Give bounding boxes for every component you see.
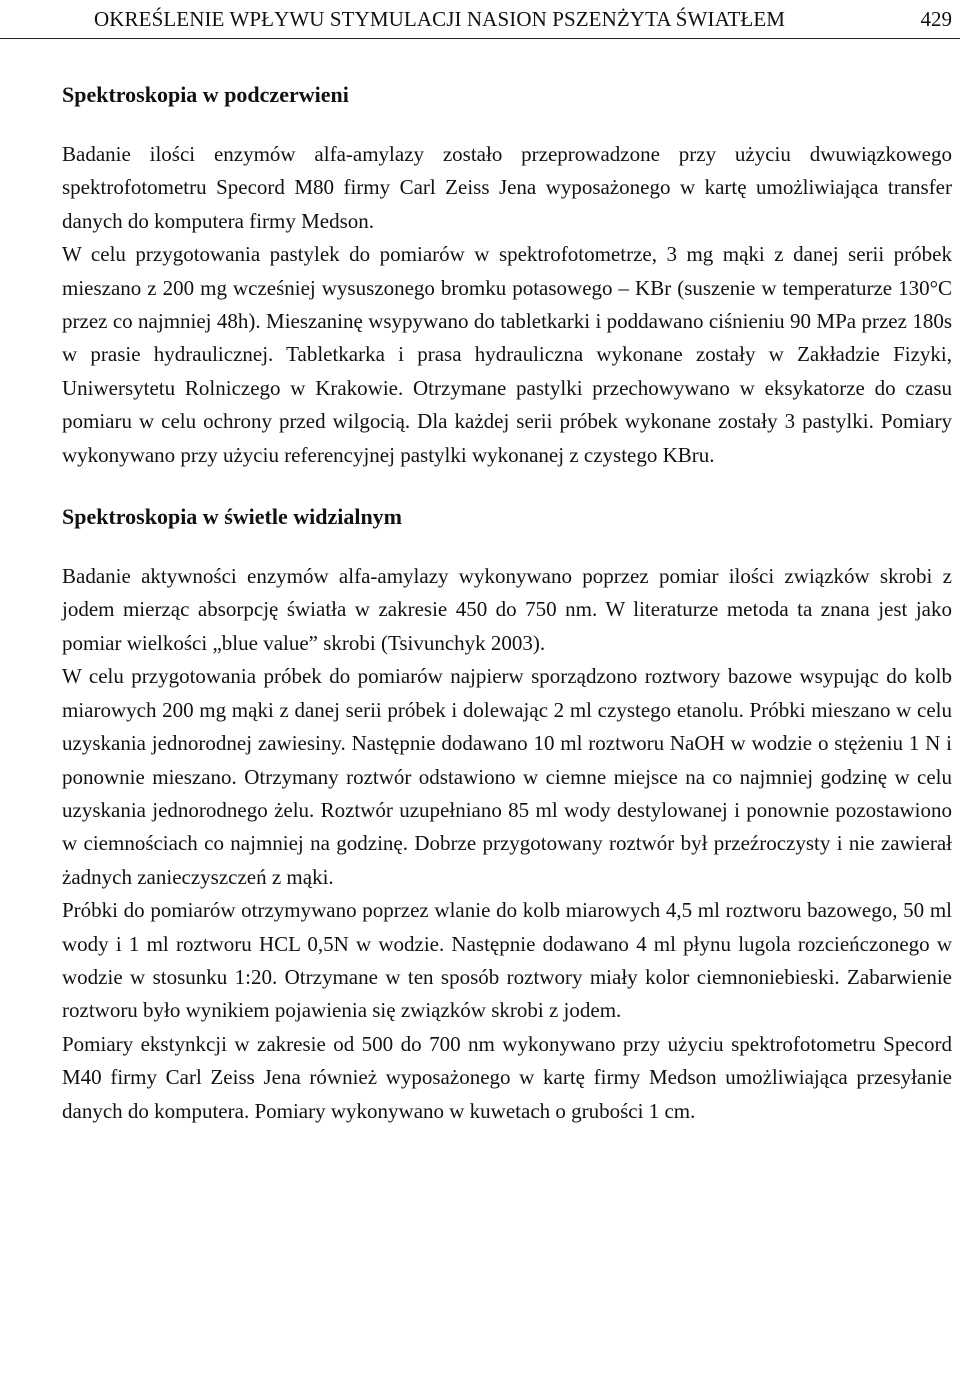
section-heading-infrared: Spektroskopia w podczerwieni [62,82,349,107]
paragraph: W celu przygotowania pastylek do pomiarów w spektrofotometrze, 3 mg mąki z danej serii próbek mieszano z 200 mg wcześniej wysuszonego bromku potasowego – KBr (suszenie w temperaturze 130°C przez co najmniej 48h). Mieszaninę wsypywano do tabletkarki i poddawano ciśnieniu 90 MPa przez 180s w prasie hydraulicznej. Tabletkarka i prasa hydrauliczna wykonane zostały w Zakładzie Fizyki, Uniwersytetu Rolniczego w Krakowie. Otrzymane pastylki przechowywano w eksykatorze do czasu pomiaru w celu ochrony przed wilgocią. Dla każdej serii próbek wykonane zostały 3 pastylki. Pomiary wykonywano przy użyciu referencyjnej pastylki wykonanej z czystego KBru. [62,242,952,467]
page-number: 429 [920,7,952,31]
running-header [62,2,952,36]
paragraph: Pomiary ekstynkcji w zakresie od 500 do 700 nm wykonywano przy użyciu spektrofotometru Specord M40 firmy Carl Zeiss Jena również wyposażonego w kartę firmy Medson umożliwiająca przesyłanie danych do komputera. Pomiary wykonywano w kuwetach o grubości 1 cm. [62,1031,952,1123]
body-text [62,78,952,1128]
paragraph: Próbki do pomiarów otrzymywano poprzez wlanie do kolb miarowych 4,5 ml roztworu bazowego, 50 ml wody i 1 ml roztworu HCL 0,5N w wodzie. Następnie dodawano 4 ml płynu lugola rozcieńczonego w wodzie w stosunku 1:20. Otrzymane w ten sposób roztwory miały kolor ciemnoniebieski. Zabarwienie roztworu było wynikiem pojawienia się związków skrobi z jodem. [62,898,952,1023]
paragraph: Badanie aktywności enzymów alfa-amylazy wykonywano poprzez pomiar ilości związków skrobi z jodem mierząc absorpcję światła w zakresie 450 do 750 nm. W literaturze metoda ta znana jest jako pomiar wielkości „blue value” skrobi (Tsivunchyk 2003). [62,564,952,655]
section-heading-visible: Spektroskopia w świetle widzialnym [62,504,403,530]
running-title: OKREŚLENIE WPŁYWU STYMULACJI NASION PSZENŻYTA ŚWIATŁEM [94,7,786,31]
header-divider [0,38,960,39]
paragraph: Badanie ilości enzymów alfa-amylazy zostało przeprowadzone przy użyciu dwuwiązkowego spektrofotometru Specord M80 firmy Carl Zeiss Jena wyposażonego w kartę umożliwiająca transfer danych do komputera firmy Medson. [62,142,952,233]
paragraph: W celu przygotowania próbek do pomiarów najpierw sporządzono roztwory bazowe wsypując do kolb miarowych 200 mg mąki z danej serii próbek i dolewając 2 ml czystego etanolu. Próbki mieszano w celu uzyskania jednorodnej zawiesiny. Następnie dodawano 10 ml roztworu NaOH w wodzie o stężeniu 1 N i ponownie mieszano. Otrzymany roztwór odstawiono w ciemne miejsce na co najmniej godzinę w celu uzyskania jednorodnego żelu. Roztwór uzupełniano 85 ml wody destylowanej i ponownie pozostawiono w ciemnościach co najmniej na godzinę. Dobrze przygotowany roztwór był przeźroczysty i nie zawierał żadnych zanieczyszczeń z mąki. [62,664,952,889]
